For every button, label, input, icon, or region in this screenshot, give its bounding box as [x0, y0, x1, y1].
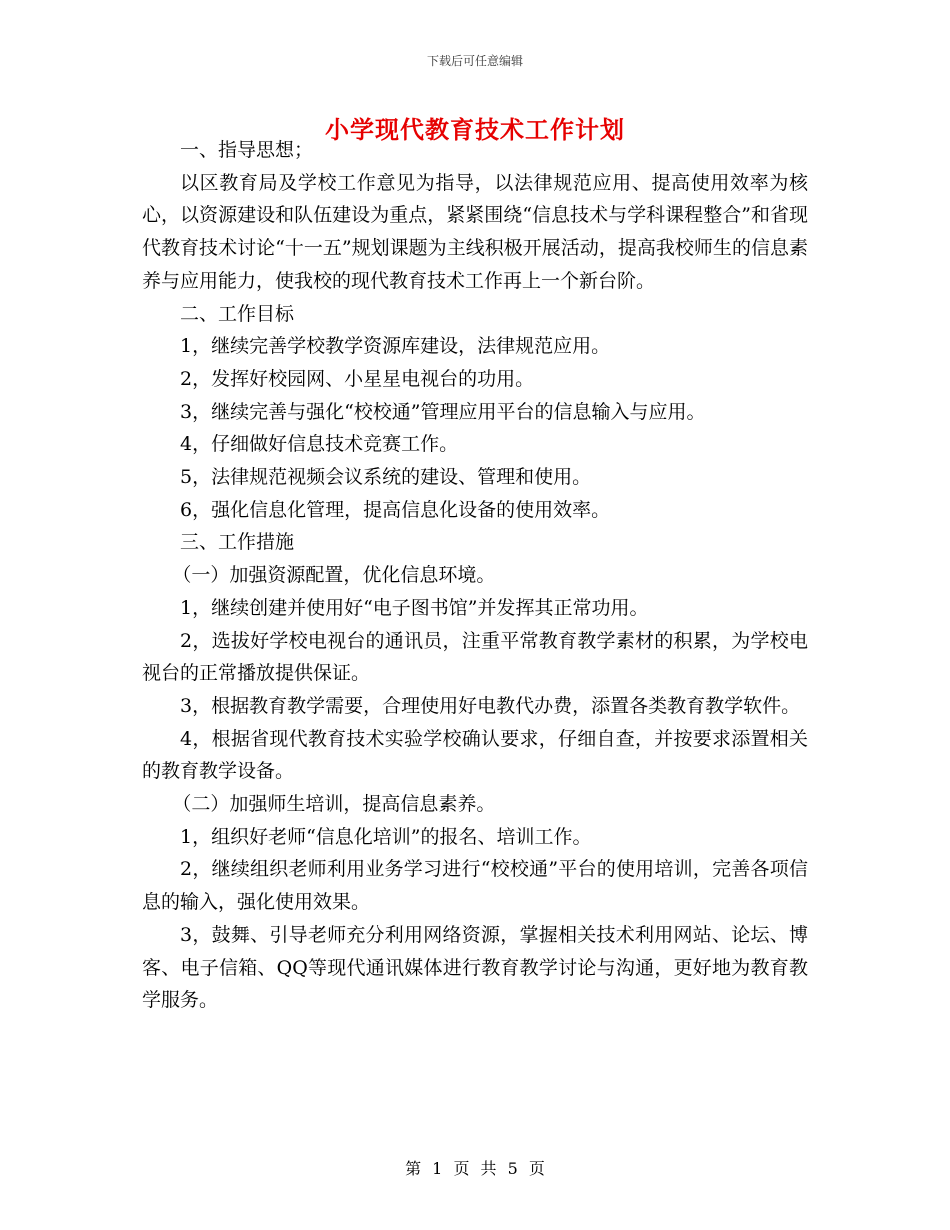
section-heading-guiding-ideology: 一、指导思想；	[180, 139, 314, 161]
training-item-2: 2，继续组织老师利用业务学习进行“校校通”平台的使用培训，完善各项信息的输入，强化使用效果。	[142, 858, 808, 914]
measure-item-1: 1，继续创建并使用好“电子图书馆”并发挥其正常功用。	[180, 596, 649, 619]
measure-item-3: 3，根据教育教学需要，合理使用好电教代办费，添置各类教育教学软件。	[180, 694, 801, 717]
subsection-heading-resources: （一）加强资源配置，优化信息环境。	[172, 564, 496, 587]
goal-item-3: 3，继续完善与强化“校校通”管理应用平台的信息输入与应用。	[180, 400, 706, 423]
goal-item-4: 4，仔细做好信息技术竞赛工作。	[180, 433, 459, 456]
goal-item-5: 5，法律规范视频会议系统的建设、管理和使用。	[180, 466, 592, 489]
section-heading-work-measures: 三、工作措施	[180, 531, 295, 554]
goal-item-1: 1，继续完善学校教学资源库建设，法律规范应用。	[180, 335, 611, 358]
training-item-1: 1，组织好老师“信息化培训”的报名、培训工作。	[180, 825, 592, 848]
page-number-footer: 第 1 页 共 5 页	[405, 1159, 545, 1178]
measure-item-2: 2，选拔好学校电视台的通讯员，注重平常教育教学素材的积累，为学校电视台的正常播放提供保证。	[142, 629, 808, 685]
header-note: 下载后可任意编辑	[426, 54, 523, 68]
document-title: 小学现代教育技术工作计划	[325, 115, 625, 144]
section-heading-work-goals: 二、工作目标	[180, 302, 295, 325]
goal-item-2: 2，发挥好校园网、小星星电视台的功用。	[180, 367, 535, 390]
measure-item-4: 4，根据省现代教育技术实验学校确认要求，仔细自查，并按要求添置相关的教育教学设备。	[142, 727, 808, 783]
training-item-3: 3，鼓舞、引导老师充分利用网络资源，掌握相关技术利用网站、论坛、博客、电子信箱、QQ等现代通讯媒体进行教育教学讨论与沟通，更好地为教育教学服务。	[142, 923, 808, 1012]
guiding-ideology-paragraph: 以区教育局及学校工作意见为指导，以法律规范应用、提高使用效率为核心，以资源建设和队伍建设为重点，紧紧围绕“信息技术与学科课程整合”和省现代教育技术讨论“十一五”规划课题为主线积极开展活动，提高我校师生的信息素养与应用能力，使我校的现代教育技术工作再上一个新台阶。	[142, 171, 808, 292]
goal-item-6: 6，强化信息化管理，提高信息化设备的使用效率。	[180, 498, 611, 521]
subsection-heading-training: （二）加强师生培训，提高信息素养。	[172, 793, 496, 816]
document-body	[142, 134, 808, 1017]
